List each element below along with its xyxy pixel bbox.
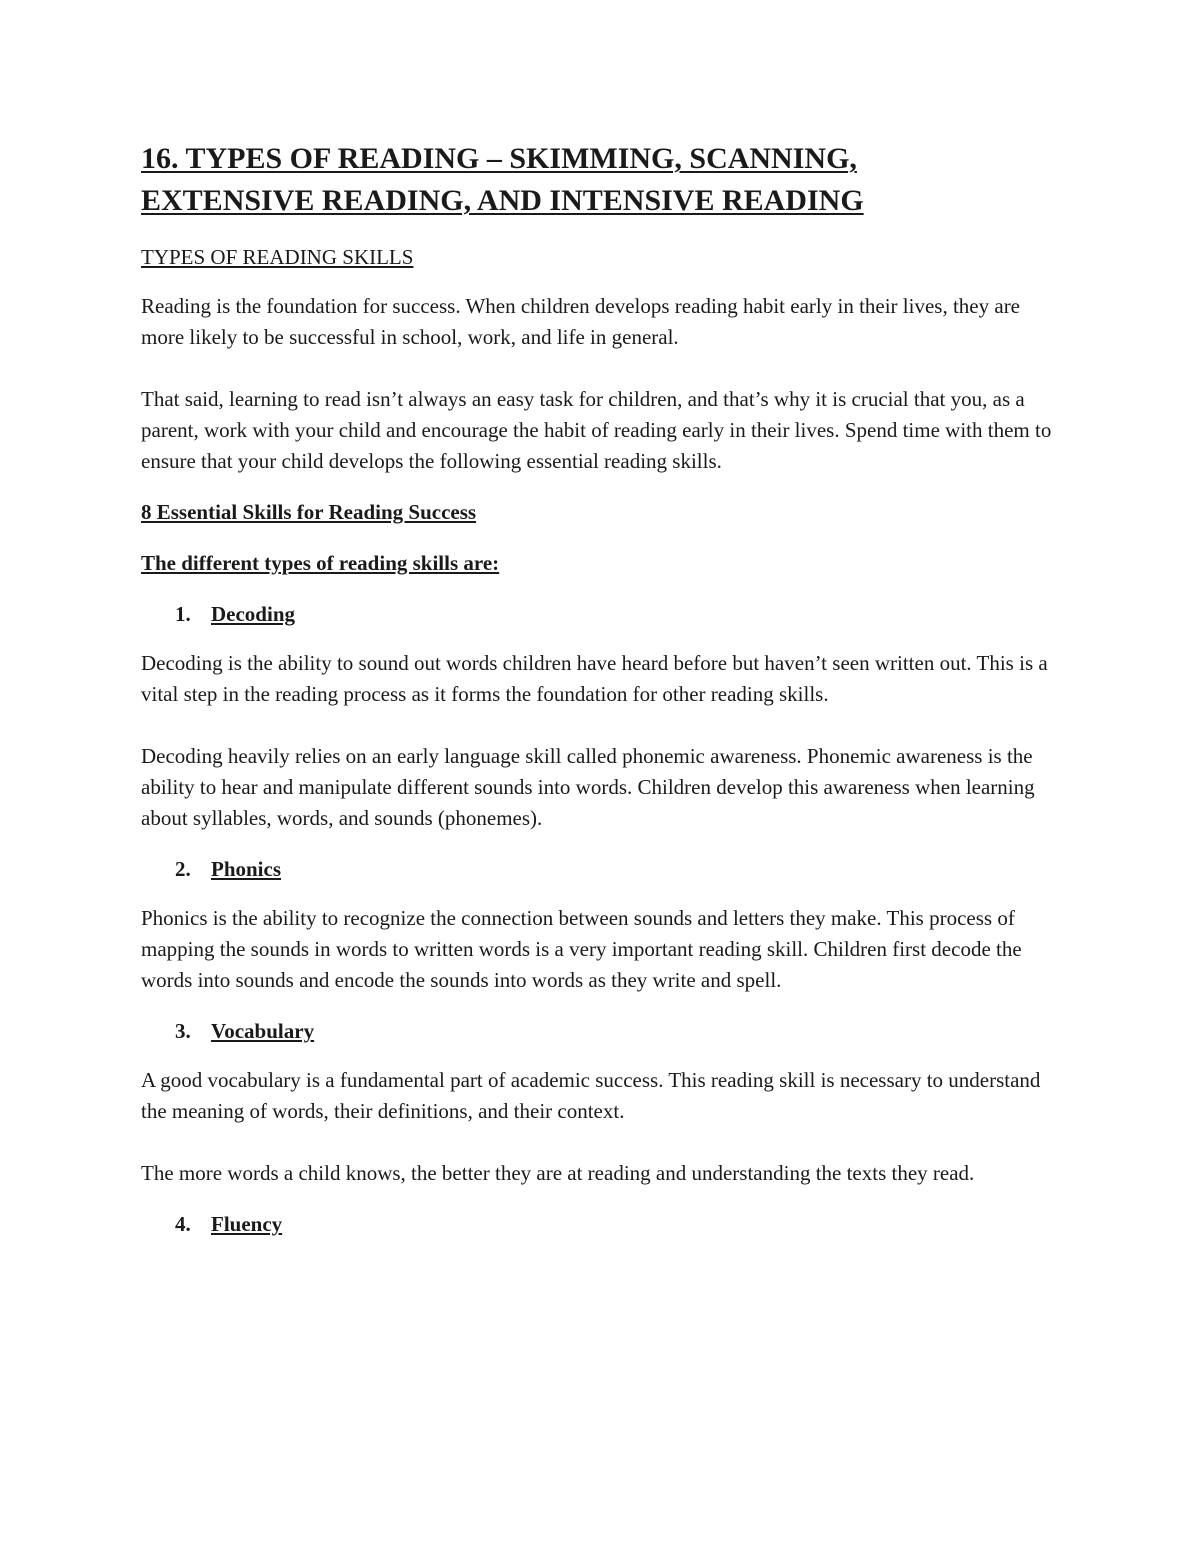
list-number: 3. (175, 1019, 191, 1043)
list-number: 1. (175, 602, 191, 626)
types-heading: The different types of reading skills are: (141, 551, 500, 575)
section-label: TYPES OF READING SKILLS (141, 245, 414, 269)
list-label: Decoding (211, 602, 295, 626)
list-number: 2. (175, 857, 191, 881)
intro-paragraph-1: Reading is the foundation for success. When children develops reading habit early in their lives, they are more likely to be successful in school, work, and life in general. (141, 294, 1021, 349)
vocabulary-paragraph-2: The more words a child knows, the better they are at reading and understanding the texts they read. (141, 1161, 975, 1185)
intro-paragraph-2: That said, learning to read isn’t always an easy task for children, and that’s why it is crucial that you, as a parent, work with your child and encourage the habit of reading early in their lives. Spend time with them to ensure that your child develops the following essential reading skills. (141, 387, 1052, 473)
phonics-paragraph-1: Phonics is the ability to recognize the connection between sounds and letters they make. This process of mapping the sounds in words to written words is a very important reading skill. Children first decode the words into sounds and encode the sounds into words as they write and spell. (141, 906, 1022, 992)
list-item-phonics (141, 854, 1061, 885)
list-number: 4. (175, 1212, 191, 1236)
decoding-paragraph-2: Decoding heavily relies on an early language skill called phonemic awareness. Phonemic awareness is the ability to hear and manipulate different sounds into words. Children develop this awareness when learning about syllables, words, and sounds (phonemes). (141, 744, 1035, 830)
document-title-line-1: 16. TYPES OF READING – SKIMMING, SCANNING, (141, 142, 857, 175)
list-label: Vocabulary (211, 1019, 315, 1043)
essential-skills-heading: 8 Essential Skills for Reading Success (141, 500, 477, 524)
document-title-line-2: EXTENSIVE READING, AND INTENSIVE READING (141, 184, 864, 217)
list-item-fluency (141, 1209, 1061, 1240)
list-item-decoding (141, 599, 1061, 630)
list-label: Fluency (211, 1212, 283, 1236)
document-title (141, 138, 1061, 222)
list-label: Phonics (211, 857, 282, 881)
decoding-paragraph-1: Decoding is the ability to sound out words children have heard before but haven’t seen written out. This is a vital step in the reading process as it forms the foundation for other reading skills. (141, 651, 1048, 706)
document-page (141, 138, 1061, 1240)
vocabulary-paragraph-1: A good vocabulary is a fundamental part of academic success. This reading skill is necessary to understand the meaning of words, their definitions, and their context. (141, 1068, 1041, 1123)
list-item-vocabulary (141, 1016, 1061, 1047)
